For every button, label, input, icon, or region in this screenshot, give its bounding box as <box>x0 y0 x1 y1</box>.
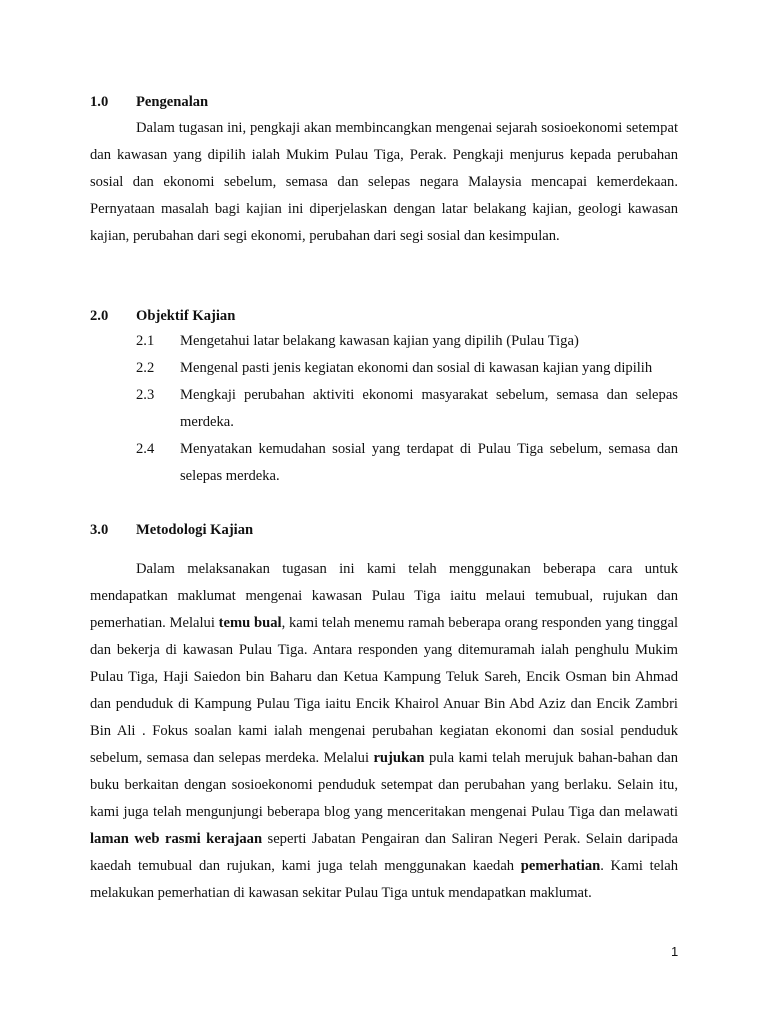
objective-number: 2.4 <box>136 441 155 457</box>
objective-text: Mengetahui latar belakang kawasan kajian yang dipilih (Pulau Tiga) <box>180 333 579 349</box>
section-number: 3.0 <box>90 522 109 538</box>
objective-item <box>136 355 678 382</box>
method-text: pula kami telah merujuk bahan-bahan dan buku berkaitan dengan sosioekonomi penduduk setempat dan perubahan yang berlaku. Selain itu, kami juga telah mengunjungi beberapa blog yang menceritakan mengenai Pulau Tiga dan melawati <box>90 750 678 820</box>
method-text: , kami telah menemu ramah beberapa orang responden yang tinggal dan bekerja di kawasan Pulau Tiga. Antara responden yang ditemuramah ialah penghulu Mukim Pulau Tiga, Haji Saiedon bin Baharu dan Ketua Kampung Teluk Sareh, Encik Osman bin Ahmad dan penduduk di Kampung Pulau Tiga iaitu Encik Khairol Anuar Bin Abd Aziz dan Encik Zambri Bin Ali . Fokus soalan kami ialah mengenai perubahan kegiatan ekonomi dan sosial penduduk sebelum, semasa dan selepas merdeka. Melalui <box>90 615 678 766</box>
objective-number: 2.3 <box>136 387 155 403</box>
intro-paragraph: Dalam tugasan ini, pengkaji akan membincangkan mengenai sejarah sosioekonomi setempat dan kawasan yang dipilih ialah Mukim Pulau Tiga, Perak. Pengkaji menjurus kepada perubahan sosial dan ekonomi sebelum, semasa dan selepas negara Malaysia mencapai kemerdekaan. Pernyataan masalah bagi kajian ini diperjelaskan dengan latar belakang kajian, geologi kawasan kajian, perubahan dari segi ekonomi, perubahan dari segi sosial dan kesimpulan. <box>90 120 678 244</box>
objective-text: Mengkaji perubahan aktiviti ekonomi masyarakat sebelum, semasa dan selepas merdeka. <box>180 387 678 430</box>
method-bold-website: laman web rasmi kerajaan <box>90 831 263 847</box>
page-number: 1 <box>671 944 679 959</box>
method-text: . Kami telah melakukan pemerhatian di kawasan sekitar Pulau Tiga untuk mendapatkan maklumat. <box>90 858 678 901</box>
method-bold-interview: temu bual <box>218 615 282 631</box>
objective-item <box>136 382 678 436</box>
section-number: 2.0 <box>90 308 109 324</box>
method-text: seperti Jabatan Pengairan dan Saliran Negeri Perak. Selain daripada kaedah temubual dan rujukan, kami juga telah menggunakan kaedah <box>90 831 678 874</box>
objective-item <box>136 436 678 490</box>
methodology-paragraph <box>90 556 678 907</box>
section-heading-objectives <box>90 308 235 325</box>
objective-item <box>136 328 678 355</box>
objective-number: 2.2 <box>136 360 155 376</box>
method-text: Dalam melaksanakan tugasan ini kami telah menggunakan beberapa cara untuk mendapatkan maklumat mengenai kawasan Pulau Tiga iaitu melaui temubual, rujukan dan pemerhatian. Melalui <box>90 561 678 631</box>
section-heading-methodology <box>90 522 253 539</box>
method-bold-observation: pemerhatian <box>520 858 601 874</box>
objective-number: 2.1 <box>136 333 155 349</box>
section-title: Metodologi Kajian <box>136 522 254 538</box>
section-heading-introduction <box>90 94 208 111</box>
section-title: Pengenalan <box>136 94 209 110</box>
section-title: Objektif Kajian <box>136 308 236 324</box>
objective-text: Menyatakan kemudahan sosial yang terdapat di Pulau Tiga sebelum, semasa dan selepas merdeka. <box>180 441 678 484</box>
method-bold-reference: rujukan <box>373 750 425 766</box>
section-number: 1.0 <box>90 94 109 110</box>
objective-text: Mengenal pasti jenis kegiatan ekonomi dan sosial di kawasan kajian yang dipilih <box>180 360 653 376</box>
